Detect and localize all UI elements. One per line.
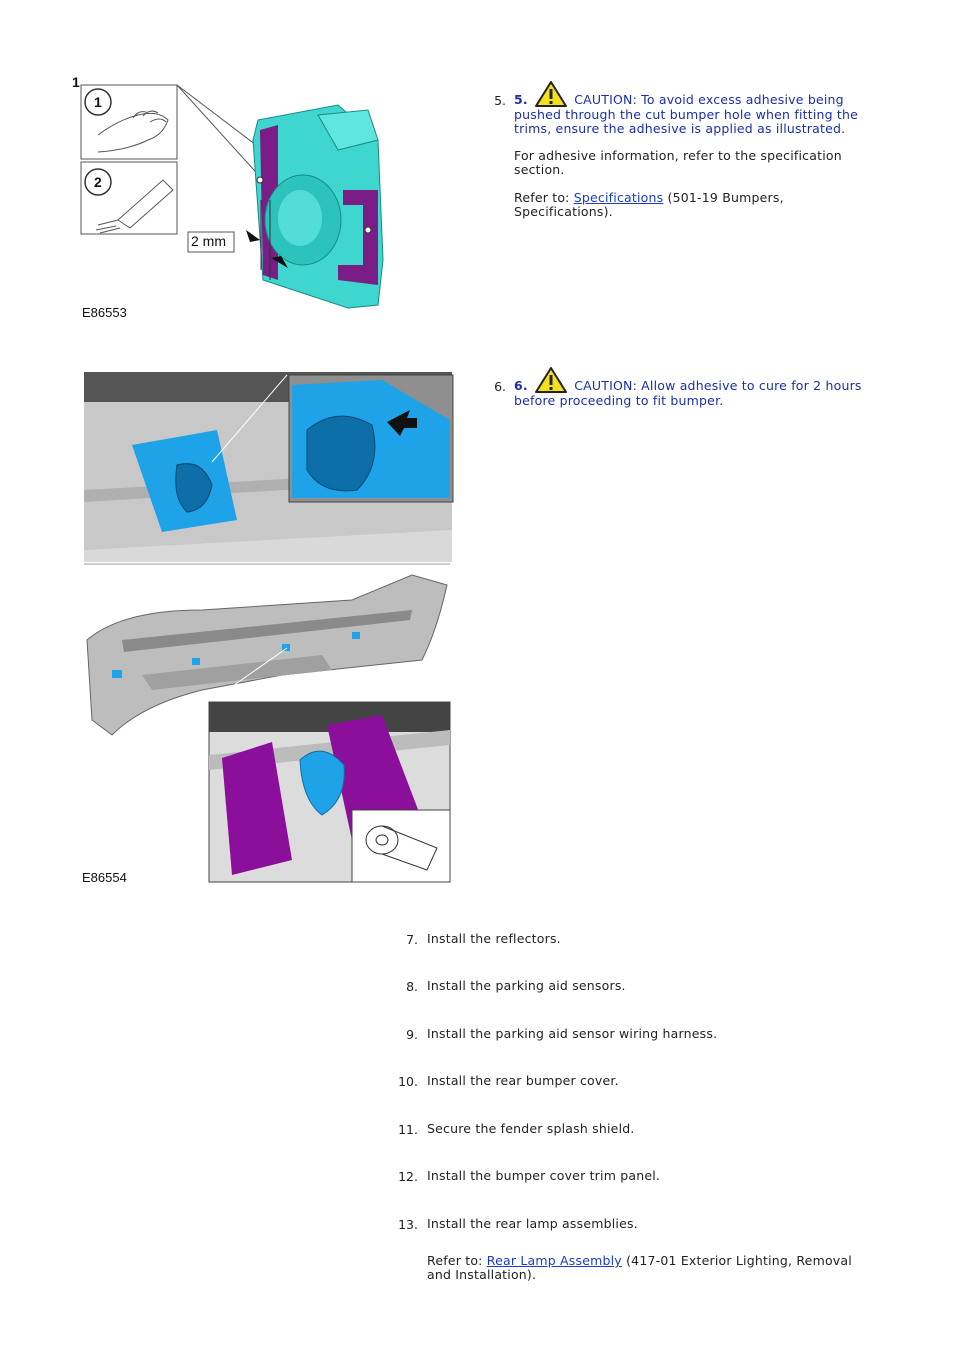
callout-1-label: 1 [94, 94, 102, 110]
callout-2-label: 2 [94, 174, 102, 190]
step-5-caution [514, 80, 874, 136]
step-6 [514, 366, 874, 408]
rear-lamp-assembly-link[interactable]: Rear Lamp Assembly [486, 1253, 622, 1268]
step-6-caution [514, 366, 874, 408]
step-13-number: 13. [398, 1217, 418, 1232]
step-11-text: Secure the fender splash shield. [427, 1121, 635, 1136]
step-5-refer [514, 191, 874, 219]
callout-1: 1 [72, 74, 80, 90]
dimension-label: 2 mm [191, 233, 226, 249]
warning-icon [534, 80, 568, 108]
figure-label-e86553: E86553 [82, 305, 127, 320]
figure-label-e86554: E86554 [82, 870, 127, 885]
step-7-text: Install the reflectors. [427, 931, 561, 946]
step-13-refer [427, 1254, 872, 1282]
warning-icon [534, 366, 568, 394]
step-13-text: Install the rear lamp assemblies. [427, 1216, 638, 1231]
step-9-number: 9. [406, 1027, 418, 1042]
step-12-number: 12. [398, 1169, 418, 1184]
step-5-bold-number: 5. [514, 92, 528, 107]
step-10-number: 10. [398, 1074, 418, 1089]
figure-e86554-illustration [82, 370, 454, 885]
step-5-refer-suffix: (501-19 Bumpers, Specifications). [514, 190, 784, 219]
step-6-number: 6. [494, 379, 506, 394]
step-11-number: 11. [398, 1122, 418, 1137]
step-5 [514, 80, 874, 219]
step-13-refer-prefix: Refer to: [427, 1253, 487, 1268]
specifications-link[interactable]: Specifications [573, 190, 664, 205]
step-5-number: 5. [494, 93, 506, 108]
step-13-refer-suffix: (417-01 Exterior Lighting, Removal and Installation). [427, 1253, 852, 1282]
step-7-number: 7. [406, 932, 418, 947]
step-12-text: Install the bumper cover trim panel. [427, 1168, 661, 1183]
step-5-adhesive-info: For adhesive information, refer to the specification section. [514, 148, 842, 177]
step-8-number: 8. [406, 979, 418, 994]
figure-e86553-illustration [78, 80, 418, 325]
step-6-bold-number: 6. [514, 378, 528, 393]
step-5-caution-text: CAUTION: To avoid excess adhesive being pushed through the cut bumper hole when fitting the trims, ensure the adhesive is applied as illustrated. [514, 92, 859, 136]
step-5-refer-prefix: Refer to: [514, 190, 574, 205]
figure-e86553 [72, 74, 418, 325]
figure-e86554 [82, 370, 454, 885]
step-10-text: Install the rear bumper cover. [427, 1073, 619, 1088]
step-8-text: Install the parking aid sensors. [427, 978, 626, 993]
step-9-text: Install the parking aid sensor wiring harness. [427, 1026, 718, 1041]
step-6-caution-text: CAUTION: Allow adhesive to cure for 2 hours before proceeding to fit bumper. [514, 378, 862, 408]
